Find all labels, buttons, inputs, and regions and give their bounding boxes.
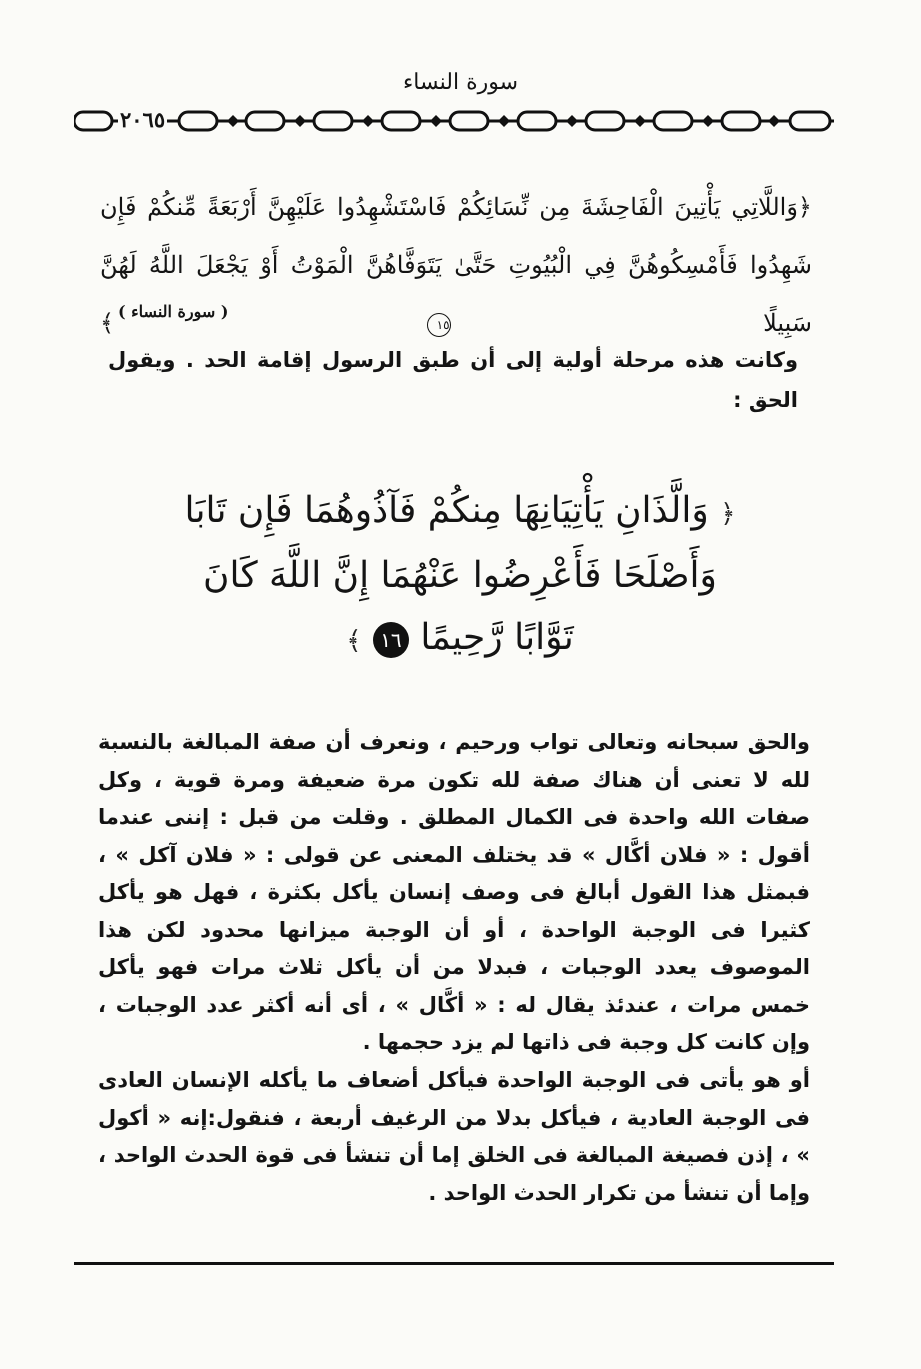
verse-15-close-bracket: ﴾ [100, 309, 115, 337]
commentary-paragraph-2: أو هو يأتى فى الوجبة الواحدة فيأكل أضعاف ما يأكله الإنسان العادى فى الوجبة العادية ، فيأكل بدلا من الرغيف أربعة ، فنقول:إنه « أكول » ، إذن فصيغة المبالغة فى الخلق إما أن تنشأ فى قوة الحدث الواحد ، وإما أن تنشأ من تكرار الحدث الواحد . [98, 1068, 810, 1205]
commentary-paragraph-1: والحق سبحانه وتعالى تواب ورحيم ، ونعرف أن صفة المبالغة بالنسبة لله لا تعنى أن هناك صفة لله تكون مرة ضعيفة ومرة قوية ، وكل صفات الله واحدة فى الكمال المطلق . وقلت من قبل : إننى عندما أقول : « فلان أكَّال » قد يختلف المعنى عن قولى : « فلان آكل » ، فبمثل هذا القول أبالغ فى وصف إنسان يأكل بكثرة ، فهل هو يأكل كثيرا فى الوجبة الواحدة ، أو أن الوجبة ميزانها محدود لكن هذا الموصوف يعدد الوجبات ، فبدلا من أن يأكل ثلاث مرات فهو يأكل خمس مرات ، عندئذ يقال له : « أكَّال » ، أى أنه أكثر عدد الوجبات ، وإن كانت كل وجبة فى ذاتها لم يزد حجمها . [98, 730, 810, 1054]
surah-title: سورة النساء [402, 70, 519, 95]
ayah-number-16: ١٦ [373, 622, 409, 658]
verse-16 [180, 480, 740, 672]
footer-rule [74, 1262, 834, 1265]
header-ornament [74, 106, 834, 136]
ayah-number-15: ١٥ [427, 313, 451, 337]
intro-paragraph: وكانت هذه مرحلة أولية إلى أن طبق الرسول إقامة الحد . ويقول الحق : [108, 348, 798, 412]
verse-15 [100, 178, 812, 352]
page-number: ٢٠٦٥ [120, 107, 166, 132]
header-ornament-band [74, 106, 834, 136]
verse-15-text: ﴿وَاللَّاتِي يَأْتِينَ الْفَاحِشَةَ مِن نِّسَائِكُمْ فَاسْتَشْهِدُوا عَلَيْهِنَّ أَرْبَعَةً مِّنكُمْ فَإِن شَهِدُوا فَأَمْسِكُوهُنَّ فِي الْبُيُوتِ حَتَّىٰ يَتَوَفَّاهُنَّ الْمَوْتُ أَوْ يَجْعَلَ اللَّهُ لَهُنَّ سَبِيلًا [100, 193, 812, 337]
verse-reference: ( سورة النساء ) [118, 302, 229, 321]
verse-close-ornament: ﴾ [346, 626, 362, 656]
verse-open-ornament: ﴿ [720, 499, 736, 529]
verse-16-text: وَالَّذَانِ يَأْتِيَانِهَا مِنكُمْ فَآذُوهُمَا فَإِن تَابَا وَأَصْلَحَا فَأَعْرِضُوا عَنْهُمَا إِنَّ اللَّهَ كَانَ تَوَّابًا رَّحِيمًا [184, 490, 717, 658]
